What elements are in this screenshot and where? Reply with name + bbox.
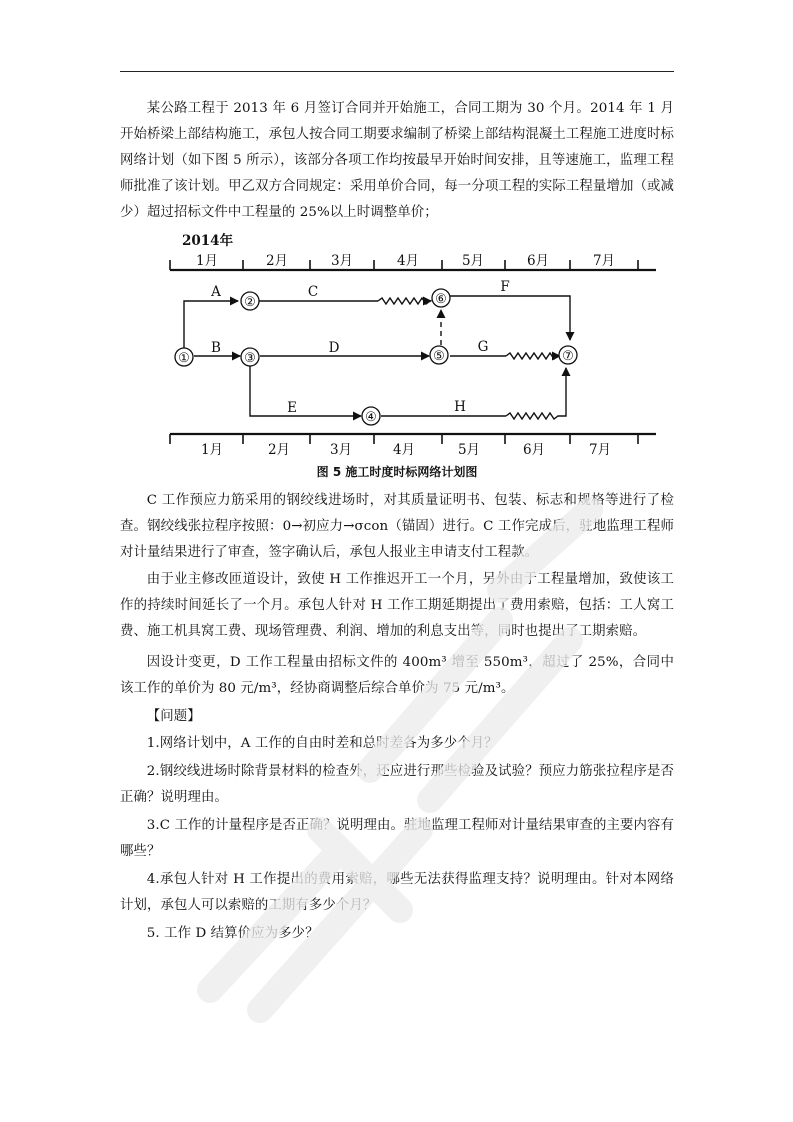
node-1-label: ①: [178, 351, 190, 366]
node-5-label: ⑤: [433, 349, 445, 364]
paragraph-1: C 工作预应力筋采用的钢绞线进场时，对其质量证明书、包装、标志和规格等进行了检查。钢绞线张拉程序按照：0→初应力→σcon（锚固）进行。C 工作完成后，驻地监理工程师对计量结果进行了审查，签字确认后，承包人报业主申请支付工程款。: [120, 493, 674, 560]
activity-H-label: H: [454, 399, 466, 415]
activity-F-label: F: [500, 279, 510, 295]
activity-F-arrow: [450, 296, 570, 340]
bottom-month-5: 5月: [457, 442, 481, 458]
question-1: 1.网络计划中，A 工作的自由时差和总时差各为多少个月？: [146, 736, 498, 751]
activity-C-label: C: [307, 284, 319, 300]
bottom-month-6: 6月: [522, 442, 546, 458]
question-2: 2.钢绞线进场时除背景材料的检查外，还应进行那些检验及试验？预应力筋张拉程序是否正确？说明理由。: [120, 764, 674, 805]
question-3: 3.C 工作的计量程序是否正确？说明理由。驻地监理工程师对计量结果审查的主要内容有哪些？: [120, 818, 674, 859]
bottom-month-4: 4月: [392, 442, 416, 458]
node-3-label: ③: [244, 351, 256, 366]
intro-paragraph: 某公路工程于 2013 年 6 月签订合同并开始施工，合同工期为 30 个月。2014 年 1 月开始桥梁上部结构施工，承包人按合同工期要求编制了桥梁上部结构混凝土工程施工进度时标网络计划（如下图 5 所示），该部分各项工作均按最早开始时间安排，且等速施工，监理工程师批准了该计划。甲乙双方合同规定：采用单价合同，每一分项工程的实际工程量增加（或减少）超过招标文件中工程量的 25%以上时调整单价；: [120, 101, 674, 220]
node-6-label: ⑥: [435, 292, 447, 307]
activity-H-float: [506, 368, 566, 419]
paragraph-2: 由于业主修改匝道设计，致使 H 工作推迟开工一个月，另外由于工程量增加，致使该工作的持续时间延长了一个月。承包人针对 H 工作工期延期提出了费用索赔，包括：工人窝工费、施工机具窝工费、现场管理费、利润、增加的利息支出等，同时也提出了工期索赔。: [120, 572, 674, 639]
activity-A-label: A: [211, 284, 221, 300]
top-month-3: 3月: [330, 253, 354, 269]
activity-E-label: E: [287, 400, 297, 416]
figure-caption: 图 5 施工时度时标网络计划图: [316, 465, 478, 479]
year-label: 2014年: [182, 233, 234, 249]
activity-B-label: B: [211, 340, 221, 356]
node-7-label: ⑦: [562, 349, 574, 364]
bottom-month-2: 2月: [267, 442, 291, 458]
questions-heading: 【问题】: [146, 709, 201, 724]
activity-G-label: G: [477, 339, 489, 355]
node-4-label: ④: [365, 410, 377, 425]
top-month-1: 1月: [195, 253, 219, 269]
bottom-month-7: 7月: [588, 442, 612, 458]
node-2-label: ②: [244, 295, 256, 310]
question-5: 5. 工作 D 结算价应为多少？: [146, 926, 319, 941]
top-month-4: 4月: [396, 253, 420, 269]
top-month-5: 5月: [461, 253, 485, 269]
bottom-month-1: 1月: [200, 442, 224, 458]
header-rule: [120, 71, 674, 72]
top-month-6: 6月: [526, 253, 550, 269]
activity-E-arrow: [250, 366, 361, 416]
bottom-month-3: 3月: [329, 442, 353, 458]
activity-D-label: D: [328, 340, 340, 356]
question-4: 4.承包人针对 H 工作提出的费用索赔，哪些无法获得监理支持？说明理由。针对本网络计划，承包人可以索赔的工期有多少个月？: [120, 872, 674, 913]
top-month-2: 2月: [265, 253, 289, 269]
paragraph-3: 因设计变更，D 工作工程量由招标文件的 400m³ 增至 550m³，超过了 25%，合同中该工作的单价为 80 元/m³，经协商调整后综合单价为 75 元/m³。: [120, 655, 674, 696]
network-plan-figure: [158, 226, 663, 468]
activity-C-float: [378, 298, 430, 304]
activity-G-float: [506, 353, 558, 359]
top-month-7: 7月: [592, 253, 616, 269]
